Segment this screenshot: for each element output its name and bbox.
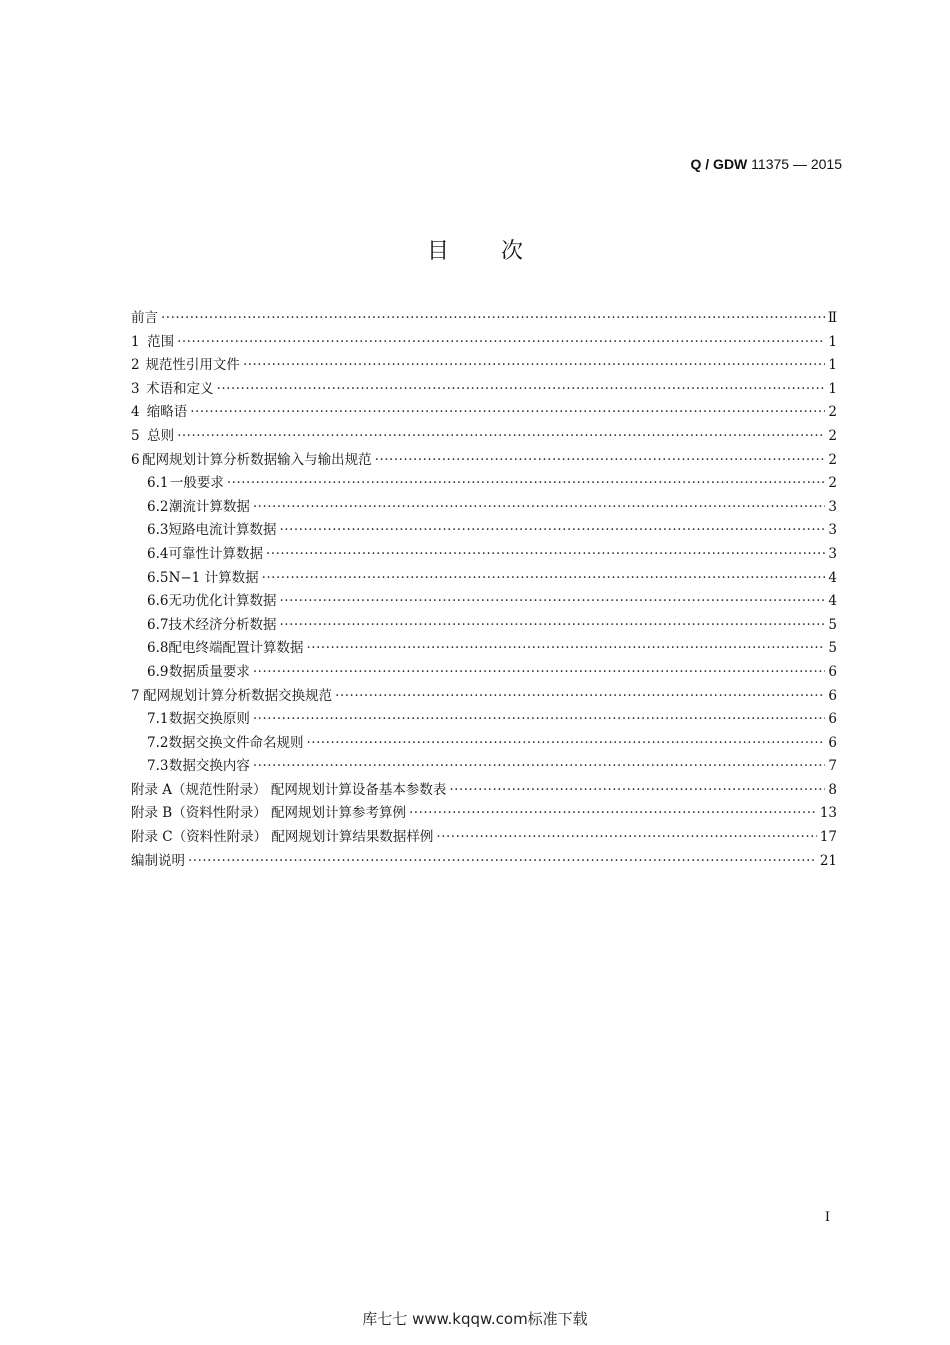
toc-entry[interactable]: [131, 708, 837, 732]
toc-leader-dots: [188, 850, 817, 874]
toc-leader-dots: [243, 354, 825, 378]
toc-leader-dots: [266, 543, 825, 567]
toc-entry-number: 6.7: [147, 616, 169, 633]
toc-leader-dots: [306, 732, 825, 756]
toc-leader-dots: [436, 826, 816, 850]
toc-entry-label: 规范性引用文件: [145, 357, 240, 374]
toc-entry[interactable]: [131, 401, 837, 425]
toc-entry[interactable]: [131, 425, 837, 449]
toc-entry-page: 1: [828, 357, 837, 374]
toc-entry-label: 数据交换内容: [168, 758, 250, 775]
toc-entry-label: 数据质量要求: [168, 663, 250, 680]
toc-entry-page: 3: [828, 498, 837, 515]
toc-entry[interactable]: [131, 543, 837, 567]
toc-entry-number: 7: [131, 687, 140, 704]
toc-entry-page: 17: [819, 829, 837, 846]
toc-leader-dots: [190, 401, 825, 425]
toc-entry-label: 潮流计算数据: [168, 498, 250, 515]
toc-entry-page: 3: [828, 522, 837, 539]
toc-entry-page: 4: [828, 569, 837, 586]
toc-entry-page: 2: [828, 427, 837, 444]
toc-entry-number: 2: [131, 357, 140, 374]
toc-entry-label: 编制说明: [131, 852, 185, 869]
toc-entry[interactable]: [131, 378, 837, 402]
toc-entry-page: 6: [828, 687, 837, 704]
toc-entry-label: 术语和定义: [146, 380, 214, 397]
toc-entry-number: 7.2: [147, 734, 169, 751]
toc-entry-label: 总则: [147, 427, 175, 444]
toc-entry-page: 6: [828, 734, 837, 751]
toc-entry[interactable]: [131, 802, 837, 826]
toc-entry[interactable]: [131, 496, 837, 520]
toc-leader-dots: [177, 425, 825, 449]
toc-entry-label: 无功优化计算数据: [168, 593, 277, 610]
toc-entry[interactable]: [131, 590, 837, 614]
toc-leader-dots: [217, 378, 826, 402]
toc-entry-label: 短路电流计算数据: [168, 522, 277, 539]
toc-leader-dots: [375, 449, 826, 473]
toc-entry-page: 4: [828, 593, 837, 610]
footer-watermark: 库七七 www.kqqw.com标准下载: [362, 1310, 588, 1328]
page-title: 目次: [426, 239, 575, 264]
toc-leader-dots: [253, 661, 826, 685]
toc-entry-label: 配电终端配置计算数据: [168, 640, 304, 657]
toc-entry[interactable]: [131, 779, 837, 803]
toc-entry-label: 数据交换原则: [168, 711, 250, 728]
toc-entry-label: 范围: [147, 333, 175, 350]
toc-entry-page: 21: [819, 852, 837, 869]
toc-entry[interactable]: [131, 519, 837, 543]
toc-entry[interactable]: [131, 449, 837, 473]
toc-entry-label: 缩略语: [146, 404, 188, 421]
toc-entry-number: 6.9: [147, 663, 169, 680]
toc-entry-number: 6.5: [147, 569, 169, 586]
toc-entry-number: 7.3: [147, 758, 169, 775]
standard-code-prefix: Q / GDW: [690, 156, 748, 172]
toc-entry-number: 6.1: [147, 475, 169, 492]
page-number: I: [824, 1210, 830, 1225]
toc-entry-page: 1: [828, 380, 837, 397]
table-of-contents: [131, 307, 837, 873]
standard-code: [691, 156, 843, 172]
toc-leader-dots: [449, 779, 825, 803]
toc-entry-number: 6.4: [147, 545, 169, 562]
toc-entry-page: 3: [828, 545, 837, 562]
toc-leader-dots: [161, 307, 825, 331]
toc-entry-page: 2: [828, 451, 837, 468]
toc-entry-number: 3: [131, 380, 140, 397]
toc-entry-label: 附录 C（资料性附录） 配网规划计算结果数据样例: [131, 829, 434, 846]
toc-entry[interactable]: [131, 850, 837, 874]
toc-entry-page: 5: [828, 616, 837, 633]
toc-entry-page: 2: [828, 475, 837, 492]
toc-leader-dots: [253, 708, 826, 732]
toc-entry-label: 附录 B（资料性附录） 配网规划计算参考算例: [131, 805, 407, 822]
toc-entry-label: 技术经济分析数据: [168, 616, 277, 633]
toc-entry[interactable]: [131, 685, 837, 709]
toc-entry[interactable]: [131, 661, 837, 685]
toc-entry-page: Ⅱ: [827, 310, 837, 326]
toc-entry-page: 1: [828, 333, 837, 350]
toc-leader-dots: [306, 637, 825, 661]
toc-entry-page: 6: [828, 663, 837, 680]
toc-entry-number: 1: [131, 333, 140, 350]
toc-leader-dots: [253, 755, 826, 779]
toc-leader-dots: [227, 472, 826, 496]
toc-entry-page: 8: [828, 781, 837, 798]
toc-leader-dots: [253, 496, 826, 520]
toc-entry-label: 配网规划计算分析数据交换规范: [143, 687, 333, 704]
toc-entry[interactable]: [131, 614, 837, 638]
toc-entry-label: N−1 计算数据: [168, 569, 259, 586]
toc-entry[interactable]: [131, 732, 837, 756]
toc-entry-number: 4: [131, 404, 140, 421]
toc-leader-dots: [409, 802, 817, 826]
toc-entry-page: 13: [819, 805, 837, 822]
standard-code-number: 11375 — 2015: [747, 156, 842, 172]
toc-entry-label: 一般要求: [169, 475, 224, 492]
toc-leader-dots: [262, 567, 826, 591]
toc-entry-label: 可靠性计算数据: [168, 545, 263, 562]
toc-entry-label: 配网规划计算分析数据输入与输出规范: [142, 451, 372, 468]
toc-entry[interactable]: [131, 307, 837, 331]
toc-entry-label: 前言: [131, 310, 158, 326]
toc-entry[interactable]: [131, 472, 837, 496]
toc-entry-number: 7.1: [147, 711, 169, 728]
toc-leader-dots: [279, 519, 825, 543]
toc-entry-label: 附录 A（规范性附录） 配网规划计算设备基本参数表: [131, 781, 447, 798]
toc-entry[interactable]: [131, 637, 837, 661]
toc-entry-number: 6.3: [147, 522, 169, 539]
toc-entry-page: 7: [828, 758, 837, 775]
toc-entry-label: 数据交换文件命名规则: [168, 734, 304, 751]
toc-entry[interactable]: [131, 755, 837, 779]
toc-entry[interactable]: [131, 567, 837, 591]
toc-leader-dots: [279, 590, 825, 614]
toc-entry-page: 6: [828, 711, 837, 728]
toc-entry[interactable]: [131, 331, 837, 355]
toc-leader-dots: [177, 331, 825, 355]
toc-entry-page: 2: [828, 404, 837, 421]
toc-entry-number: 6.8: [147, 640, 169, 657]
toc-entry-number: 6: [131, 451, 140, 468]
toc-entry-number: 6.6: [147, 593, 169, 610]
toc-entry[interactable]: [131, 826, 837, 850]
toc-leader-dots: [335, 685, 825, 709]
toc-entry[interactable]: [131, 354, 837, 378]
toc-leader-dots: [279, 614, 825, 638]
toc-entry-number: 5: [131, 427, 140, 444]
toc-entry-number: 6.2: [147, 498, 169, 515]
toc-entry-page: 5: [828, 640, 837, 657]
